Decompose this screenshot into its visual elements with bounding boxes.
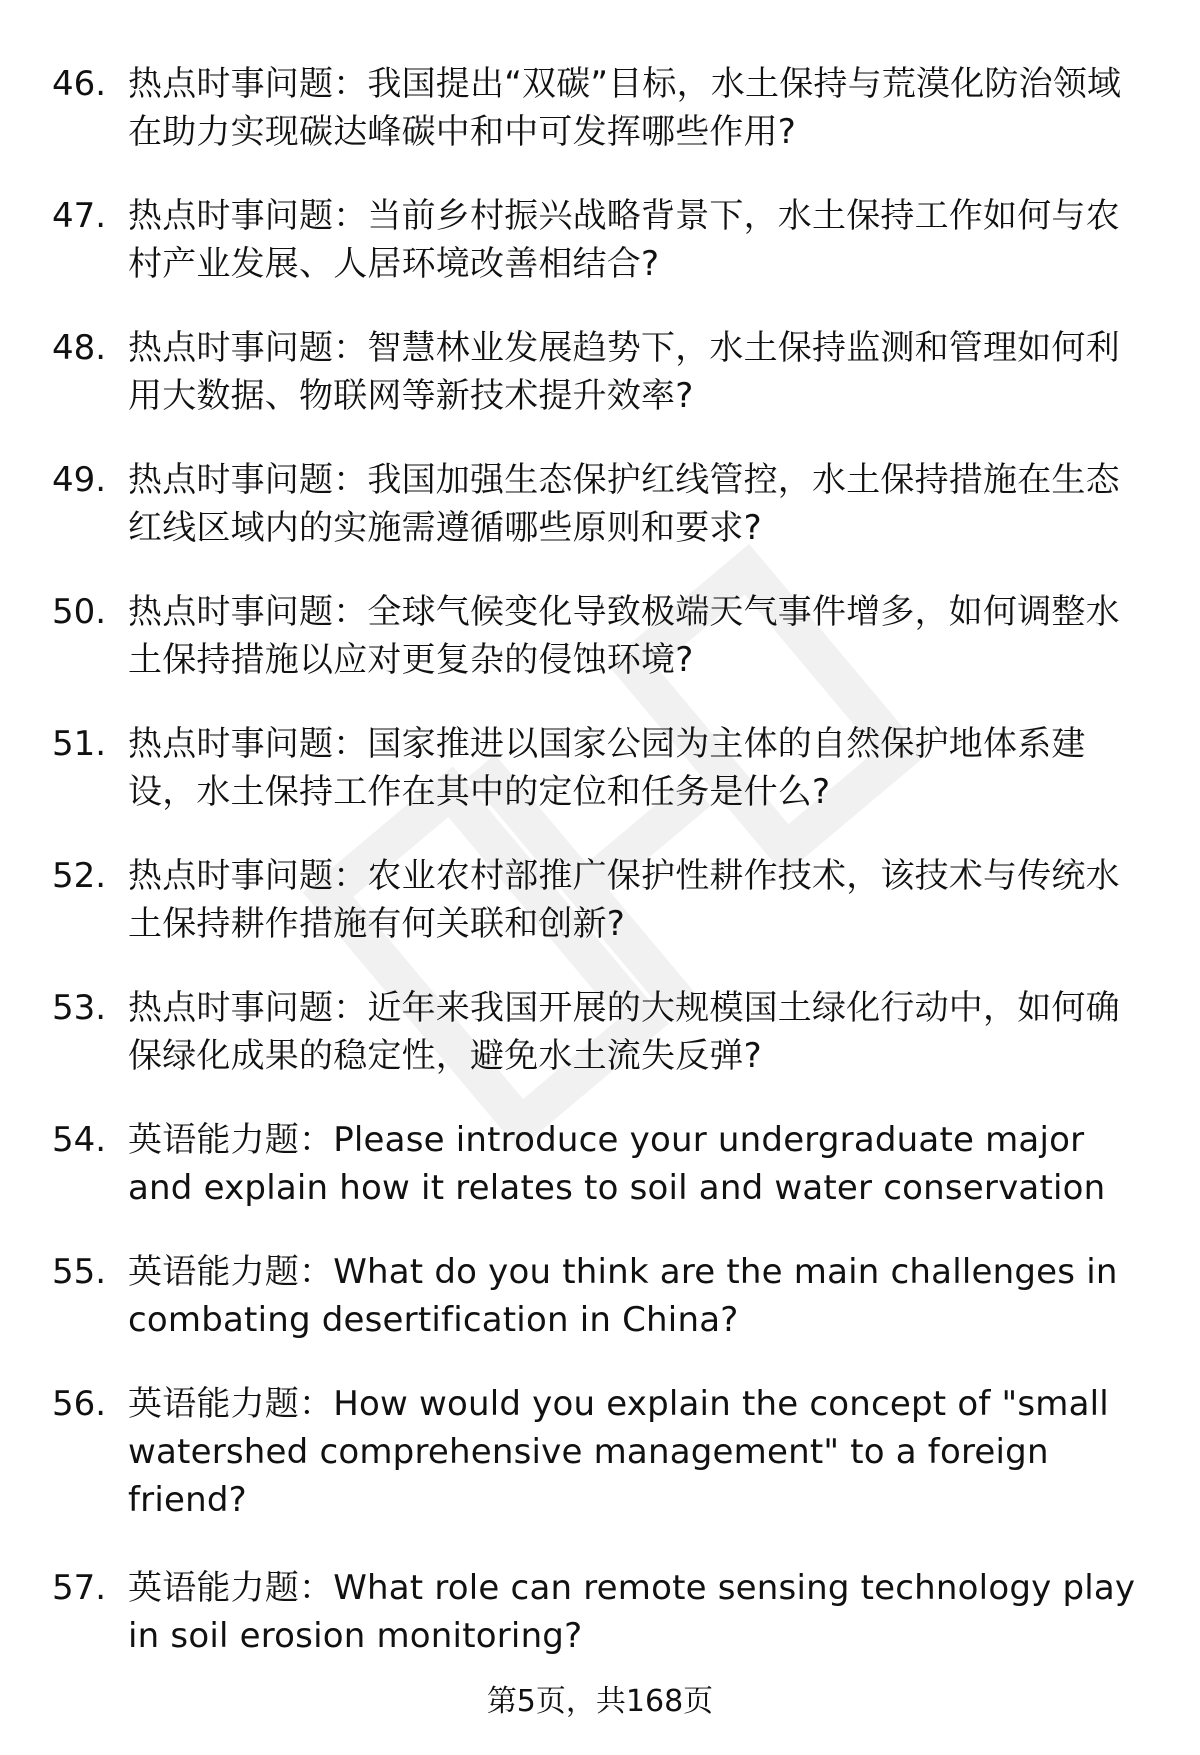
question-text: 英语能力题：What do you think are the main challenges in combating desertification in China?: [128, 1252, 1118, 1340]
question-number: 54.: [52, 1120, 107, 1160]
question-number: 55.: [52, 1252, 107, 1292]
question-text: 热点时事问题：当前乡村振兴战略背景下，水土保持工作如何与农村产业发展、人居环境改善相结合?: [128, 196, 1120, 284]
question-text: 英语能力题：How would you explain the concept of "small watershed comprehensive management" to a foreign friend?: [128, 1384, 1109, 1520]
list-item: [0, 52, 1200, 184]
question-text: 热点时事问题：国家推进以国家公园为主体的自然保护地体系建设，水土保持工作在其中的定位和任务是什么?: [128, 724, 1086, 812]
question-text: 热点时事问题：我国提出“双碳”目标，水土保持与荒漠化防治领域在助力实现碳达峰碳中和中可发挥哪些作用?: [128, 64, 1122, 152]
question-text: 热点时事问题：我国加强生态保护红线管控，水土保持措施在生态红线区域内的实施需遵循哪些原则和要求?: [128, 460, 1120, 548]
question-text: 热点时事问题：近年来我国开展的大规模国土绿化行动中，如何确保绿化成果的稳定性，避免水土流失反弹?: [128, 988, 1120, 1076]
list-item: [0, 976, 1200, 1108]
question-number: 48.: [52, 328, 107, 368]
list-item: [0, 844, 1200, 976]
list-item: [0, 1556, 1200, 1688]
question-number: 46.: [52, 64, 107, 104]
question-number: 56.: [52, 1384, 107, 1424]
list-item: [0, 184, 1200, 316]
question-number: 50.: [52, 592, 107, 632]
question-list: [0, 52, 1200, 1688]
question-text: 英语能力题：What role can remote sensing technology play in soil erosion monitoring?: [128, 1568, 1136, 1656]
question-number: 53.: [52, 988, 107, 1028]
question-number: 57.: [52, 1568, 107, 1608]
question-text: 热点时事问题：农业农村部推广保护性耕作技术，该技术与传统水土保持耕作措施有何关联和创新?: [128, 856, 1120, 944]
question-number: 52.: [52, 856, 107, 896]
question-number: 49.: [52, 460, 107, 500]
question-text: 英语能力题：Please introduce your undergraduate major and explain how it relates to soil and water conservation: [128, 1120, 1106, 1208]
page-number: 第5页，共168页: [486, 1684, 714, 1719]
question-text: 热点时事问题：智慧林业发展趋势下，水土保持监测和管理如何利用大数据、物联网等新技术提升效率?: [128, 328, 1120, 416]
list-item: [0, 1372, 1200, 1556]
list-item: [0, 580, 1200, 712]
list-item: [0, 712, 1200, 844]
question-number: 47.: [52, 196, 107, 236]
list-item: [0, 316, 1200, 448]
list-item: [0, 1240, 1200, 1372]
question-text: 热点时事问题：全球气候变化导致极端天气事件增多，如何调整水土保持措施以应对更复杂的侵蚀环境?: [128, 592, 1120, 680]
question-number: 51.: [52, 724, 107, 764]
list-item: [0, 1108, 1200, 1240]
list-item: [0, 448, 1200, 580]
